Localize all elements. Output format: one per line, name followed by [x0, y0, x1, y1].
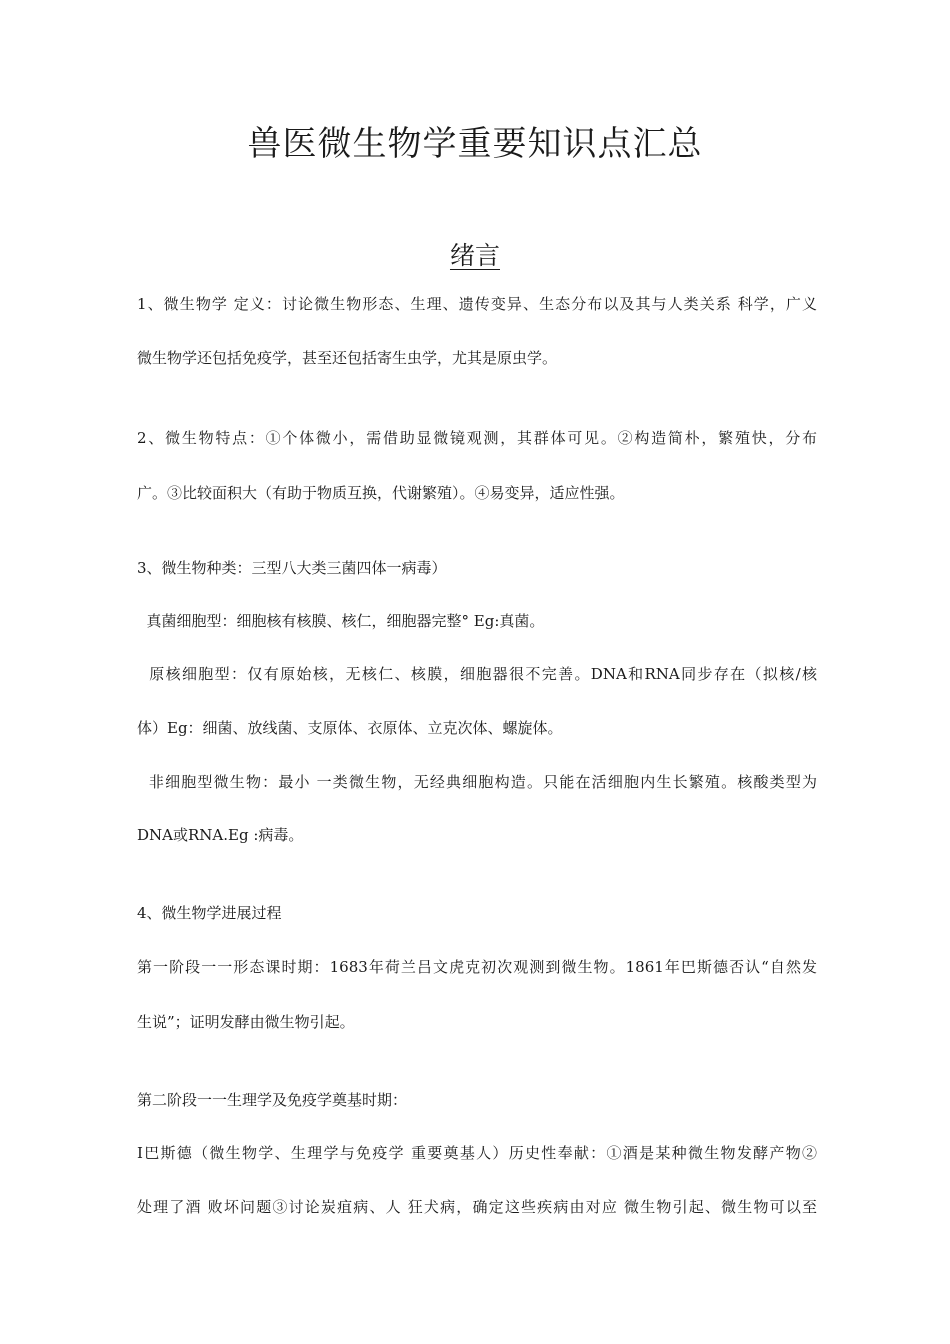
paragraph-line: 非细胞型微生物：最小 一类微生物，无经典细胞构造。只能在活细胞内生长繁殖。核酸类型为 [137, 773, 817, 791]
paragraph-line: 微生物学还包括免疫学，甚至还包括寄生虫学，尤其是原虫学。 [137, 349, 558, 367]
paragraph-line: 3、微生物种类：三型八大类三菌四体一病毒） [137, 559, 447, 577]
paragraph-line: 4、微生物学进展过程 [137, 904, 282, 922]
paragraph-line: 第一阶段一一形态课时期：1683年荷兰吕文虎克初次观测到微生物。1861年巴斯德否认“自然发 [137, 958, 817, 976]
paragraph-line: 真菌细胞型：细胞核有核膜、核仁，细胞器完整° Eg:真菌。 [137, 612, 545, 630]
paragraph-line: 原核细胞型：仅有原始核，无核仁、核膜，细胞器很不完善。DNA和RNA同步存在（拟核/核 [137, 665, 817, 683]
section-heading [0, 236, 950, 276]
section-heading-text: 绪言 [449, 241, 500, 270]
paragraph-line: 1、微生物学 定义：讨论微生物形态、生理、遗传变异、生态分布以及其与人类关系 科学，广义 [137, 295, 817, 313]
paragraph-line: 广。③比较面积大（有助于物质互换，代谢繁殖）。④易变异，适应性强。 [137, 484, 625, 502]
paragraph-line: 生说”；证明发酵由微生物引起。 [137, 1013, 355, 1031]
paragraph-line: 体）Eg：细菌、放线菌、支原体、衣原体、立克次体、螺旋体。 [137, 719, 563, 737]
document-title: 兽医微生物学重要知识点汇总 [247, 124, 703, 164]
paragraph-line: 第二阶段一一生理学及免疫学奠基时期： [137, 1091, 408, 1109]
paragraph-line: I巴斯德（微生物学、生理学与免疫学 重要奠基人）历史性奉献：①酒是某种微生物发酵产物② [137, 1144, 817, 1162]
paragraph-line: 处理了酒 败坏问题③讨论炭疽病、人 狂犬病，确定这些疾病由对应 微生物引起、微生物可以至 [137, 1198, 817, 1216]
paragraph-line: 2、微生物特点：①个体微小，需借助显微镜观测，其群体可见。②构造简朴，繁殖快，分布 [137, 429, 817, 447]
paragraph-line: DNA或RNA.Eg :病毒。 [137, 826, 304, 844]
